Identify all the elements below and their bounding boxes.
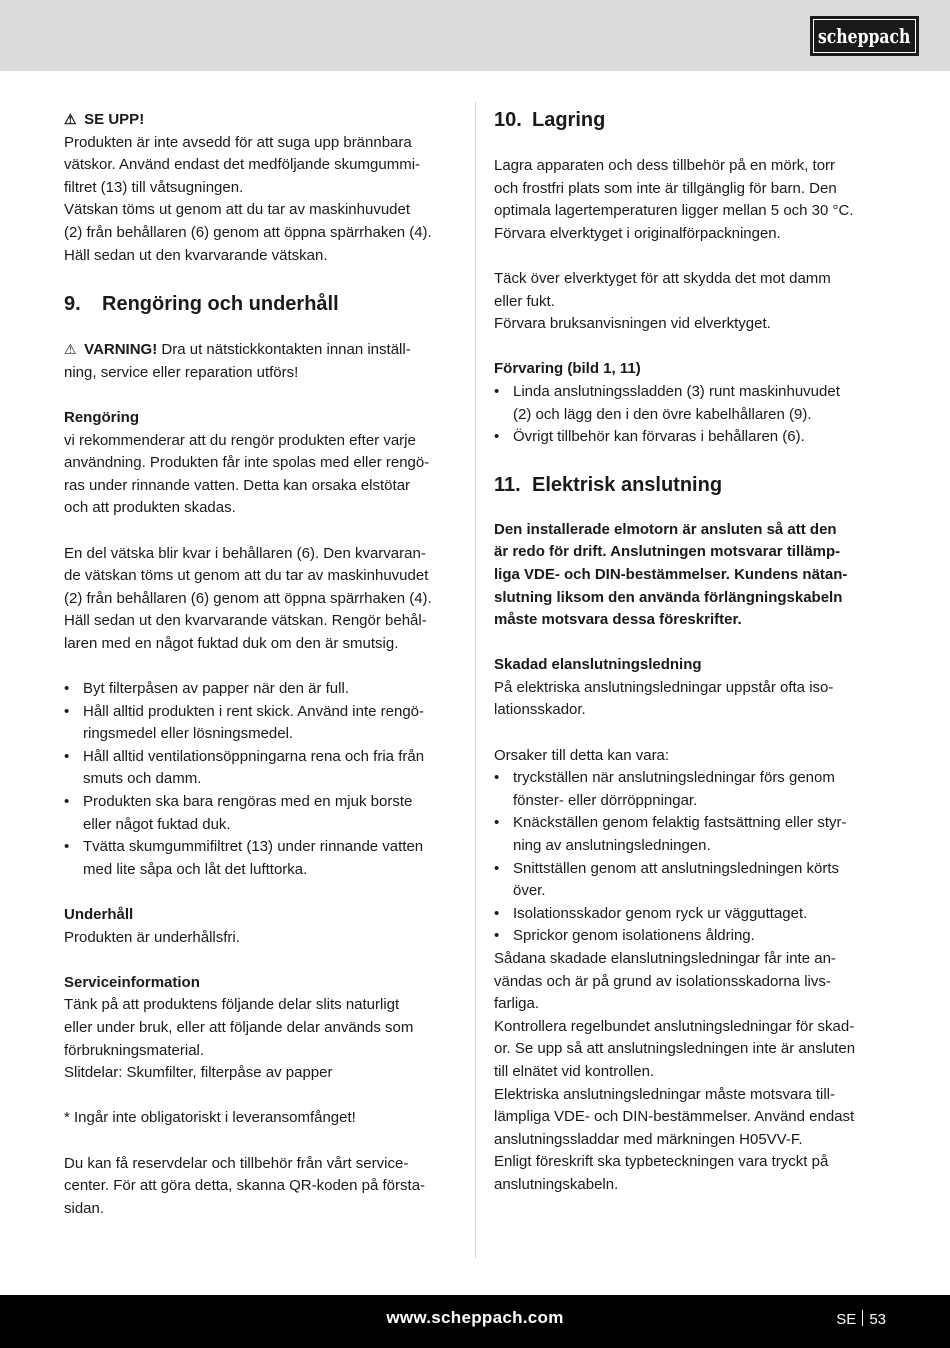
list-item (64, 746, 455, 791)
text-line: (2) och lägg den i den övre kabelhållaren (9). (513, 405, 812, 423)
text-line: användning. Produkten får inte spolas med eller rengö- (64, 454, 430, 472)
bullet: • (64, 793, 70, 811)
text-line: Elektriska anslutningsledningar måste motsvara till- (494, 1085, 835, 1103)
text-line: Byt filterpåsen av papper när den är full. (83, 680, 349, 698)
section-number: 11. (494, 473, 521, 496)
text-line: Förvara elverktyget i originalförpackningen. (494, 224, 781, 242)
separator (862, 1310, 863, 1326)
text-line: Linda anslutningssladden (3) runt maskinhuvudet (513, 382, 840, 400)
text-line: och frostfri plats som inte är tillgänglig för barn. Den (494, 179, 837, 197)
column-divider (475, 102, 476, 1258)
cleaning-heading: Rengöring (64, 408, 139, 426)
bullet: • (64, 680, 70, 698)
page-number: 53 (869, 1311, 886, 1328)
header-bar (0, 0, 950, 71)
text-line: Slitdelar: Skumfilter, filterpåse av papper (64, 1064, 333, 1082)
text-line: laren med en något fuktad duk om den är smutsig. (64, 634, 399, 652)
liquid-text (64, 543, 455, 656)
text-line: Håll alltid ventilationsöppningarna rena och fria från (83, 747, 425, 765)
text-line: Du kan få reservdelar och tillbehör från vårt service- (64, 1154, 409, 1172)
text-line: tryckställen när anslutningsledningar förs genom (513, 769, 835, 787)
text-line: (2) från behållaren (6) genom att öppna spärrhaken (4). (64, 223, 432, 241)
damaged-cable-text (494, 677, 885, 722)
bullet: • (64, 838, 70, 856)
storage-figure-heading: Förvaring (bild 1, 11) (494, 360, 641, 378)
text-line: ning av anslutningsledningen. (513, 837, 711, 855)
list-item (64, 791, 455, 836)
text-line: (2) från behållaren (6) genom att öppna spärrhaken (4). (64, 589, 432, 607)
text-line: eller fukt. (494, 292, 555, 310)
language-code: SE (836, 1311, 857, 1328)
text-line: slutning liksom den använda förlängningskabeln (494, 588, 843, 606)
text-line: ras under rinnande vatten. Detta kan orsaka elstötar (64, 476, 411, 494)
maintenance-heading: Underhåll (64, 906, 134, 923)
bullet: • (64, 747, 70, 765)
text-line: lämpliga VDE- och DIN-bestämmelser. Använd endast (494, 1108, 855, 1126)
list-item (494, 903, 885, 926)
cleaning-bullet-list (64, 678, 455, 881)
service-heading: Serviceinformation (64, 973, 200, 991)
bullet: • (494, 428, 500, 446)
text-line: Tänk på att produktens följande delar slits naturligt (64, 996, 400, 1014)
text-line: förbrukningsmaterial. (64, 1041, 205, 1059)
text-line: Vätskan töms ut genom att du tar av maskinhuvudet (64, 201, 411, 219)
logo-frame (813, 19, 916, 53)
text-line: Produkten ska bara rengöras med en mjuk borste (83, 793, 413, 811)
text-line: Övrigt tillbehör kan förvaras i behållaren (6). (513, 428, 805, 446)
text-line: med lite såpa och låt det lufttorka. (83, 860, 308, 878)
section-10-heading (494, 108, 885, 132)
text-line: vändas och är på grund av isolationsskadorna livs- (494, 972, 831, 990)
maintenance-text: Produkten är underhållsfri. (64, 928, 240, 946)
text-line: En del vätska blir kvar i behållaren (6). Den kvarvaran- (64, 544, 426, 562)
connection-bold-text (494, 519, 885, 632)
text-line: över. (513, 882, 546, 900)
text-line: Snittställen genom att anslutningsledningen körts (513, 859, 840, 877)
warning-icon: ⚠ (64, 111, 77, 127)
list-item (494, 426, 885, 449)
bullet: • (494, 859, 500, 877)
page-indicator (836, 1310, 886, 1328)
right-column (494, 108, 885, 1197)
text-line: Lagra apparaten och dess tillbehör på en mörk, torr (494, 157, 836, 174)
text-line: optimala lagertemperaturen ligger mellan 5 och 30 °C. (494, 202, 854, 220)
text-line: och att produkten skadas. (64, 499, 236, 517)
list-item (64, 701, 455, 746)
bullet: • (494, 814, 500, 832)
text-line: Kontrollera regelbundet anslutningsledningar för skad- (494, 1017, 855, 1035)
spare-parts-text (64, 1153, 455, 1221)
list-item (494, 812, 885, 857)
section-title: Elektrisk anslutning (532, 473, 723, 496)
left-column (64, 108, 455, 1220)
text-line: Håll alltid produkten i rent skick. Använd inte rengö- (83, 702, 425, 720)
text-line: eller något fuktad duk. (83, 815, 231, 833)
causes-bullet-list (494, 767, 885, 948)
text-line: Isolationsskador genom ryck ur vägguttaget. (513, 904, 808, 922)
text-line: Den installerade elmotorn är ansluten så att den (494, 520, 837, 538)
list-item (494, 925, 885, 948)
logo-text: scheppach (818, 24, 911, 48)
section-number: 9. (64, 293, 81, 316)
text-line: center. För att göra detta, skanna QR-koden på första- (64, 1177, 426, 1195)
text-line: ringsmedel eller lösningsmedel. (83, 725, 294, 743)
caution-title: SE UPP! (84, 111, 145, 128)
cleaning-text (64, 430, 455, 520)
warning-paragraph (64, 338, 455, 362)
causes-intro: Orsaker till detta kan vara: (494, 746, 670, 764)
storage-bullet-list (494, 381, 885, 449)
cover-text (494, 268, 885, 336)
bullet: • (494, 904, 500, 922)
text-line: farliga. (494, 995, 540, 1013)
list-item (494, 858, 885, 903)
text-line: de vätskan töms ut genom att du tar av maskinhuvudet (64, 567, 429, 585)
scheppach-logo (810, 16, 919, 56)
text-line: Sprickor genom isolationens åldring. (513, 927, 755, 945)
list-item (494, 381, 885, 426)
text-line: fönster- eller dörröppningar. (513, 791, 698, 809)
section-11-heading (494, 473, 885, 497)
section-9-heading (64, 292, 455, 316)
text-line: Häll sedan ut den kvarvarande vätskan. Rengör behål- (64, 612, 427, 630)
warning-icon: ⚠ (64, 341, 77, 358)
text-line: Täck över elverktyget för att skydda det mot damm (494, 269, 831, 287)
list-item (494, 767, 885, 812)
section-title: Rengöring och underhåll (102, 293, 339, 316)
website-link[interactable]: www.scheppach.com (386, 1308, 564, 1327)
text-line: till elnätet vid kontrollen. (494, 1062, 655, 1080)
text-line: vätskor. Använd endast det medföljande skumgummi- (64, 156, 421, 174)
text-line: smuts och damm. (83, 770, 202, 788)
footer-bar (0, 1295, 950, 1348)
text-line: Produkten är inte avsedd för att suga upp brännbara (64, 133, 412, 151)
warning-title: VARNING! (84, 341, 158, 359)
text-line: lationsskador. (494, 701, 586, 719)
bullet: • (64, 702, 70, 720)
text-line: Häll sedan ut den kvarvarande vätskan. (64, 246, 328, 264)
text-line: måste motsvara dessa föreskrifter. (494, 611, 742, 629)
text-line: liga VDE- och DIN-bestämmelser. Kundens nätan- (494, 565, 848, 583)
text-line: filtret (13) till våtsugningen. (64, 178, 244, 196)
section-title: Lagring (532, 109, 606, 131)
text-line: Förvara bruksanvisningen vid elverktyget. (494, 315, 771, 333)
text-line: eller under bruk, eller att följande delar används som (64, 1018, 414, 1036)
text-line: På elektriska anslutningsledningar uppstår ofta iso- (494, 678, 834, 696)
warning-text: Dra ut nätstickkontakten innan inställ- (157, 341, 411, 359)
storage-text (494, 155, 885, 245)
text-line: vi rekommenderar att du rengör produkten efter varje (64, 431, 416, 449)
not-included-note: * Ingår inte obligatoriskt i leveransomfånget! (64, 1109, 356, 1127)
text-line: ning, service eller reparation utförs! (64, 363, 299, 381)
damaged-cable-heading: Skadad elanslutningsledning (494, 656, 702, 674)
service-text (64, 994, 455, 1084)
text-line: Tvätta skumgummifiltret (13) under rinnande vatten (83, 838, 424, 856)
text-line: sidan. (64, 1199, 105, 1217)
text-line: Enligt föreskrift ska typbeteckningen vara tryckt på (494, 1153, 829, 1171)
text-line: anslutningssladdar med märkningen H05VV-F. (494, 1130, 803, 1148)
bullet: • (494, 927, 500, 945)
list-item (64, 836, 455, 881)
text-line: or. Se upp så att anslutningsledningen inte är ansluten (494, 1040, 856, 1058)
text-line: Sådana skadade elanslutningsledningar får inte an- (494, 950, 836, 967)
caution-text (64, 132, 455, 268)
text-line: är redo för drift. Anslutningen motsvarar tillämp- (494, 543, 841, 561)
list-item (64, 678, 455, 701)
bullet: • (494, 382, 500, 400)
text-line: Knäckställen genom felaktig fastsättning eller styr- (513, 814, 847, 832)
closing-text (494, 948, 885, 1197)
bullet: • (494, 769, 500, 787)
text-line: anslutningskabeln. (494, 1175, 619, 1193)
caution-heading (64, 108, 455, 132)
section-number: 10. (494, 109, 522, 131)
